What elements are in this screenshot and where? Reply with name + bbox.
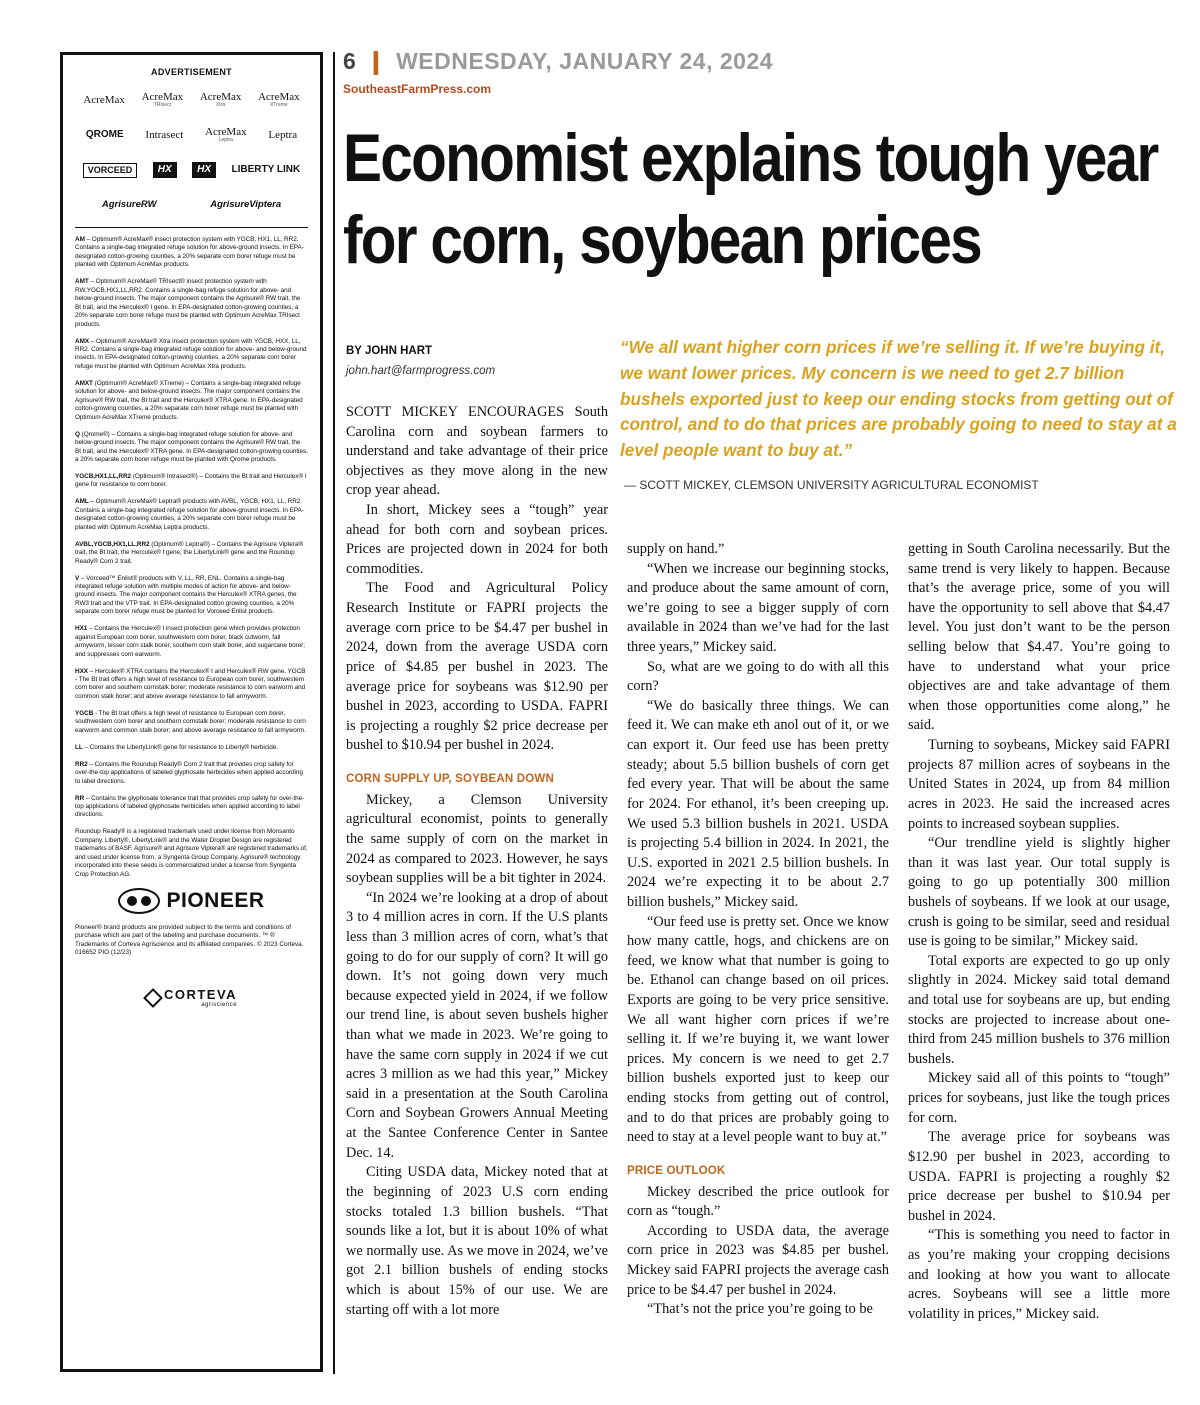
issue-date: WEDNESDAY, JANUARY 24, 2024 bbox=[396, 48, 774, 74]
author-email[interactable]: john.hart@farmprogress.com bbox=[346, 365, 496, 377]
leptra-logo: Leptra bbox=[268, 128, 298, 141]
logo-row-acremax bbox=[75, 87, 308, 113]
disclaimer-item: RR – Contains the glyphosate tolerance trait that provides crop safety for over-the-top applications of labeled glyphosate herbicides when applied according to label directions. bbox=[75, 794, 305, 819]
acremax-logo: AcreMax bbox=[83, 93, 125, 106]
logo-row-agrisure bbox=[75, 192, 308, 218]
subhead-price-outlook: PRICE OUTLOOK bbox=[627, 1164, 726, 1177]
agrisure-rw-logo: AgrisureRW bbox=[101, 199, 157, 211]
paragraph: According to USDA data, the average corn price in 2023 was $4.85 per bushel. Mickey said FAPRI projects the average cash price to be $4.47 per bushel in 2024. bbox=[627, 1222, 889, 1298]
acremax-trisect-logo: AcreMax TRIsect bbox=[141, 91, 184, 108]
header-separator: ❙ bbox=[366, 48, 387, 74]
headline: Economist explains tough year for corn, soybean prices bbox=[343, 120, 1158, 278]
trait-disclaimers bbox=[75, 227, 308, 879]
pull-quote-attribution: — SCOTT MICKEY, CLEMSON UNIVERSITY AGRICULTURAL ECONOMIST bbox=[624, 478, 1039, 492]
paragraph: “Our feed use is pretty set. Once we know how many cattle, hogs, and chickens are on feed, we know what that number is going to be. Ethanol can change based on oil prices. Exports are going to be very price sensitive. We all want higher corn prices if we’re selling it. If we’re buying it, we want lower prices. My concern is we need to get 2.7 billion bushels exported just to keep our ending stocks from getting out of control, and to do that prices are probably going to need to stay at a level people want to buy at.” bbox=[627, 913, 889, 1146]
paragraph: “In 2024 we’re looking at a drop of about 3 to 4 million acres in corn. If the U.S plants less than 3 million acres of corn, what’s that going to do for our supply of corn? It will go down. It’s not going down very much because expected yield in 2024, if we follow our trend line, is about seven bushels higher than what we made in 2023. We’re going to have the same corn supply in 2024 if we cut acres 3 million as we had this year,” Mickey said in a presentation at the South Carolina Corn and Soybean Growers Annual Meeting at the Santee Conference Center in Santee Dec. 14. bbox=[346, 889, 608, 1161]
paragraph: Mickey, a Clemson University agricultural economist, points to generally the same supply of corn on the market in 2024 as compared to 2023. However, he says soybean supplies will be a bit tighter in 2024. bbox=[346, 791, 608, 887]
paragraph: Mickey described the price outlook for corn as “tough.” bbox=[627, 1183, 889, 1220]
paragraph: So, what are we going to do with all this corn? bbox=[627, 658, 889, 695]
article-column-2 bbox=[627, 540, 889, 1320]
paragraph: The Food and Agricultural Policy Research Institute or FAPRI projects the average corn price to be $4.47 per bushel in 2024, down from the average USDA corn price of $4.85 per bushel in 2023. The average price for soybeans was $12.90 per bushel in 2023, according to USDA. FAPRI is projecting a roughly $2 price decrease per bushel to $10.94 per bushel in 2024. bbox=[346, 580, 608, 754]
paragraph: Turning to soybeans, Mickey said FAPRI projects 87 million acres of soybeans in the United States in 2024, up from 84 million acres in 2023. He said the increased acres points to increased soybean supplies. bbox=[908, 737, 1170, 832]
disclaimer-item: YGCB,HX1,LL,RR2 (Optimum® Intrasect®) – Contains the Bt trait and Herculex® I gene for resistance to corn borer. bbox=[75, 472, 307, 489]
paragraph: Citing USDA data, Mickey noted that at the beginning of 2023 U.S corn ending stocks totaled 1.3 billion bushels. “That sounds like a lot, but it is about 10% of what we normally use. As we move in 2024, we’ve got 2.1 billion bushels of ending stocks which is about 15% of our use. We are starting off with a lot more bbox=[346, 1164, 608, 1318]
herculex-logo: HX bbox=[153, 162, 177, 178]
pioneer-logo bbox=[75, 888, 308, 914]
subhead-corn-supply: CORN SUPPLY UP, SOYBEAN DOWN bbox=[346, 772, 554, 785]
disclaimer-item: LL – Contains the LibertyLink® gene for resistance to Liberty® herbicide. bbox=[75, 743, 278, 751]
qrome-logo: QROME bbox=[85, 129, 124, 140]
paragraph: In short, Mickey sees a “tough” year ahead for both corn and soybean prices. Prices are projected down in 2024 for both commodities. bbox=[346, 502, 608, 577]
paragraph: The average price for soybeans was $12.90 per bushel in 2023, according to USDA. FAPRI is projecting a roughly $2 price decrease per bushel to $10.94 per bushel in 2024. bbox=[908, 1129, 1170, 1224]
pull-quote: “We all want higher corn prices if we’re selling it. If we’re buying it, we want lower prices. My concern is we need to get 2.7 billion bushels exported just to keep our ending stocks from getting out of control, and to do that prices are probably going to need to stay at a level people want to buy at.” bbox=[620, 337, 1177, 461]
site-link[interactable]: SoutheastFarmPress.com bbox=[343, 82, 492, 96]
pioneer-legal-text: Pioneer® brand products are provided subject to the terms and conditions of purchase which are part of the labeling and purchase documents. ™ ® Trademarks of Corteva Agriscience and its affiliated companies. © 2023 Corteva. 016652 PIO (12/23) bbox=[75, 923, 304, 956]
corteva-subtitle: agriscience bbox=[201, 1002, 238, 1009]
pioneer-mark-icon bbox=[118, 888, 160, 914]
article-column-3 bbox=[908, 540, 1170, 1324]
pioneer-wordmark: PIONEER bbox=[166, 888, 265, 912]
herculex-xtra-logo: HX bbox=[192, 162, 216, 178]
paragraph: Mickey said all of this points to “tough” prices for soybeans, just like the tough prices for corn. bbox=[908, 1070, 1170, 1126]
acremax-xtreme-logo: AcreMax XTreme bbox=[258, 91, 300, 108]
libertylink-logo: LIBERTY LINK bbox=[231, 164, 301, 175]
disclaimer-item: AMT – Optimum® AcreMax® TRIsect® insect protection system with RW,YGCB,HX1,LL,RR2. Contains a single-bag refuge solution for above- and below-ground insects. The major component contains the Agrisure® RW trait, the Bt trait, and the Herculex® I gene. In EPA-designated cotton-growing counties, a 20% separate corn borer refuge must be planted with Optimum AcreMax TRIsect products. bbox=[75, 278, 301, 328]
article-column-1 bbox=[346, 403, 608, 1320]
paragraph: supply on hand.” bbox=[627, 541, 725, 557]
paragraph: “We do basically three things. We can feed it. We can make eth anol out of it, or we can export it. Our feed use has been pretty steady; about 5.5 billion bushels of corn get fed every year. That will be about the same for 2024. For ethanol, it’s been creeping up. We used 5.3 billion bushels in 2021. USDA is projecting 5.4 billion in 2024. In 2021, the U.S. exported in 2021 2.5 billion bushels. In 2024 we’re expecting it to be about 2.7 billion bushels,” Mickey said. bbox=[627, 697, 889, 910]
agrisure-viptera-logo: AgrisureViptera bbox=[210, 199, 282, 211]
disclaimer-item: AM – Optimum® AcreMax® insect protection system with YGCB, HX1, LL, RR2. Contains a single-bag integrated refuge solution for above-ground insects. In EPA-designated cotton-growing counties, a 20% separate corn borer refuge must be planted with Optimum AcreMax products. bbox=[75, 236, 304, 269]
disclaimer-item: AVBL,YGCB,HX1,LL,RR2 (Optimum® Leptra®) – Contains the Agrisure Viptera® trait, the Bt trait, the Herculex® I gene, the LibertyLink® gene and the Roundup Ready® Corn 2 trait. bbox=[75, 540, 304, 565]
paragraph: SCOTT MICKEY ENCOURAGES South Carolina corn and soybean farmers to understand and take advantage of their price objectives as they move along in the new crop year ahead. bbox=[346, 404, 608, 499]
corteva-wordmark: CORTEVA bbox=[163, 987, 238, 1003]
disclaimer-item: YGCB - The Bt trait offers a high level of resistance to European corn borer, southwestern corn borer and southern cornstalk borer; moderate resistance to corn earworm and common stalk borer; and above average resistance to fall armyworm. bbox=[75, 709, 306, 734]
paragraph: “When we increase our beginning stocks, and produce about the same amount of corn, we’re going to see a bigger supply of corn available in 2024 than we’ve had for the last three years,” Mickey said. bbox=[627, 560, 889, 656]
logo-row-qrome bbox=[75, 122, 308, 148]
paragraph: “That’s not the price you’re going to be bbox=[647, 1301, 873, 1318]
disclaimer-item: AML – Optimum® AcreMax® Leptra® products with AVBL, YGCB, HX1, LL, RR2. Contains a single-bag integrated refuge solution for above-ground insects. In EPA-designated cotton-growing counties, a 20% separate corn borer refuge must be planted with Optimum AcreMax Leptra products. bbox=[75, 498, 304, 531]
column-divider bbox=[333, 52, 335, 1374]
page-number: 6 bbox=[343, 48, 357, 74]
page-header bbox=[343, 48, 773, 75]
disclaimer-item: HXX – Herculex® XTRA contains the Herculex® I and Herculex® RW gene. YGCB - The Bt trait offers a high level of resistance to European corn borer, southwestern corn borer and southern cornstalk borer; moderate resistance to corn earworm and common stalk borer; and above average resistance to fall armyworm. bbox=[75, 667, 306, 700]
corteva-mark-icon bbox=[143, 988, 163, 1008]
disclaimer-item: RR2 – Contains the Roundup Ready® Corn 2 trait that provides crop safety for over-the-top applications of labeled glyphosate herbicides when applied according to label directions. bbox=[75, 760, 303, 785]
paragraph: Total exports are expected to go up only slightly in 2024. Mickey said total demand and total use for soybeans are up, but ending stocks are projected to increase about one-third from 245 million bushels to 376 million bushels. bbox=[908, 952, 1170, 1067]
paragraph: “Our trendline yield is slightly higher than it was last year. Our total supply is going to go up potentially 300 million bushels of soybeans. If we look at our usage, crush is going to be similar, seed and residual use is going to be similar,” Mickey said. bbox=[908, 835, 1170, 950]
disclaimer-item: V – Vorceed™ Enlist® products with V, LL, RR, ENL. Contains a single-bag integrated refuge solution with multiple modes of action for above- and below-ground insects. The major component contains the Herculex® XTRA genes, the RW3 trait and the VTP trait. In EPA-designated cotton growing counties, a 20% separate corn borer refuge must be planted for Vorceed Enlist products. bbox=[75, 574, 297, 616]
advertisement-panel bbox=[60, 52, 323, 1372]
acremax-xtra-logo: AcreMax Xtra bbox=[199, 91, 242, 108]
paragraph: getting in South Carolina necessarily. But the same trend is very likely to happen. Because that’s the average price, some of you will have the opportunity to sell above that $4.47 level. You just don’t want to be the person selling below that $4.47. You’re going to have to understand what your price objectives are and take advantage of them when those opportunities come along,” he said. bbox=[908, 541, 1170, 734]
logo-row-traits bbox=[75, 157, 308, 183]
disclaimer-item: HX1 – Contains the Herculex® I insect protection gene which provides protection against European corn borer, southwestern corn borer, black cutworm, fall armyworm, lesser corn stalk borer, southern corn stalk borer, and sugarcane borer; and suppresses corn earworm. bbox=[75, 625, 305, 658]
paragraph: “This is something you need to factor in as you’re making your cropping decisions and looking at how you want to allocate acres. Soybeans will see a little more volatility in prices,” Mickey said. bbox=[908, 1227, 1170, 1322]
disclaimer-item: Q (Qrome®) – Contains a single-bag integrated refuge solution for above- and below-ground insects. The major component contains the Agrisure® RW trait, the Bt trait, and the Herculex® XTRA gene. In EPA-designated cotton-growing counties, a 20% separate corn borer refuge must be planted with Qrome products. bbox=[75, 430, 308, 463]
intrasect-logo: Intrasect bbox=[145, 128, 184, 141]
disclaimer-item: AMX – Optimum® AcreMax® Xtra insect protection system with YGCB, HXX, LL, RR2. Contains a single-bag integrated refuge solution for above- and below-ground insects. In EPA-designated cotton-growing counties, a 20% separate corn borer refuge must be planted with Optimum AcreMax Xtra products. bbox=[75, 337, 307, 370]
trademark-notice: Roundup Ready® is a registered trademark used under license from Monsanto Company. Liberty®, LibertyLink® and the Water Droplet Design are registered trademarks of BASF. Agrisure® and Agrisure Viptera® are registered trademarks of, and used under license from, a Syngenta Group Company. Agrisure® technology incorporated into these seeds is commercialized under a license from Syngenta Crop Protection AG. bbox=[75, 828, 308, 878]
byline: BY JOHN HART bbox=[346, 345, 433, 357]
vorceed-logo: VORCEED bbox=[83, 163, 138, 178]
corteva-logo bbox=[75, 987, 308, 1008]
acremax-leptra-logo: AcreMax Leptra bbox=[205, 126, 247, 143]
ad-header: ADVERTISEMENT bbox=[151, 67, 232, 77]
disclaimer-item: AMXT (Optimum® AcreMax® XTreme) – Contains a single-bag integrated refuge solution for above- and below-ground insects. The major component contains the Agrisure® RW trait, the Bt trait and the Herculex® XTRA gene. In EPA-designated cotton-growing counties, a 20% separate corn borer refuge must be planted with Optimum AcreMax XTreme products. bbox=[75, 379, 303, 421]
